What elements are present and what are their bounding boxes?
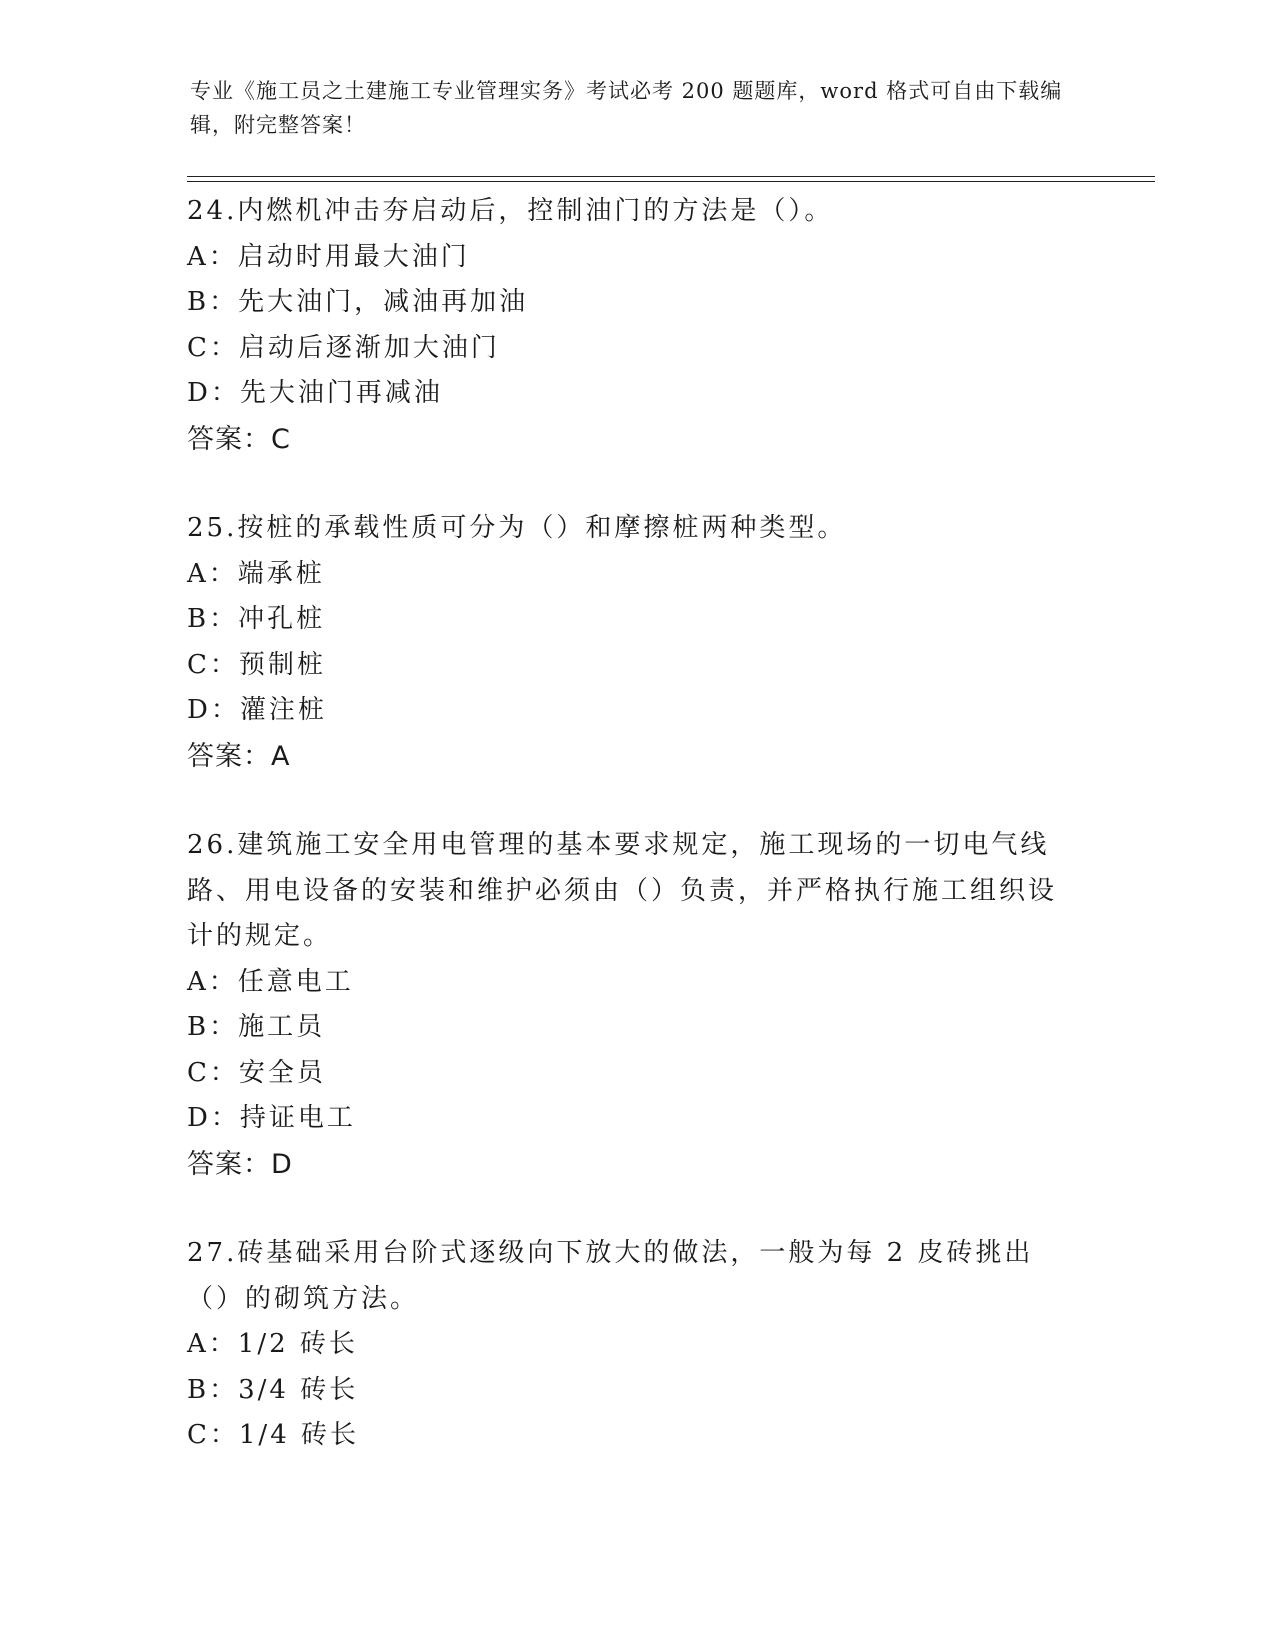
document-header: 专业《施工员之土建施工专业管理实务》考试必考 200 题题库，word 格式可自由下载编辑，附完整答案！	[190, 79, 1063, 137]
option-a: A：任意电工	[187, 966, 354, 997]
option-a: A：启动时用最大油门	[187, 241, 470, 272]
question-item	[187, 189, 1087, 462]
option-b: B：冲孔桩	[187, 604, 326, 634]
question-list	[187, 189, 1087, 1503]
answer: 答案：C	[187, 423, 291, 455]
option-d: D：持证电工	[187, 1103, 356, 1133]
option-b: B：施工员	[187, 1012, 326, 1042]
question-item	[187, 1231, 1087, 1459]
question-stem: 27.砖基础采用台阶式逐级向下放大的做法，一般为每 2 皮砖挑出（）的砌筑方法。	[187, 1238, 1034, 1314]
answer: 答案：D	[187, 1148, 293, 1180]
header-divider-bottom	[187, 181, 1155, 182]
question-item	[187, 823, 1087, 1187]
option-d: D：先大油门再减油	[187, 378, 443, 408]
option-c: C：安全员	[187, 1057, 326, 1088]
question-item	[187, 506, 1087, 779]
option-c: C：1/4 砖长	[187, 1420, 360, 1450]
option-b: B：先大油门，减油再加油	[187, 287, 529, 317]
header-divider-top	[187, 176, 1155, 177]
question-stem: 25.按桩的承载性质可分为（）和摩擦桩两种类型。	[187, 513, 847, 543]
answer: 答案：A	[187, 740, 291, 772]
option-b: B：3/4 砖长	[187, 1374, 359, 1405]
option-d: D：灌注桩	[187, 695, 327, 725]
question-stem: 24.内燃机冲击夯启动后，控制油门的方法是（）。	[187, 196, 834, 226]
option-c: C：启动后逐渐加大油门	[187, 332, 500, 363]
option-a: A：1/2 砖长	[187, 1329, 358, 1359]
question-stem: 26.建筑施工安全用电管理的基本要求规定，施工现场的一切电气线路、用电设备的安装和维护必须由（）负责，并严格执行施工组织设计的规定。	[187, 830, 1058, 951]
option-a: A：端承桩	[187, 558, 325, 589]
option-c: C：预制桩	[187, 649, 326, 680]
